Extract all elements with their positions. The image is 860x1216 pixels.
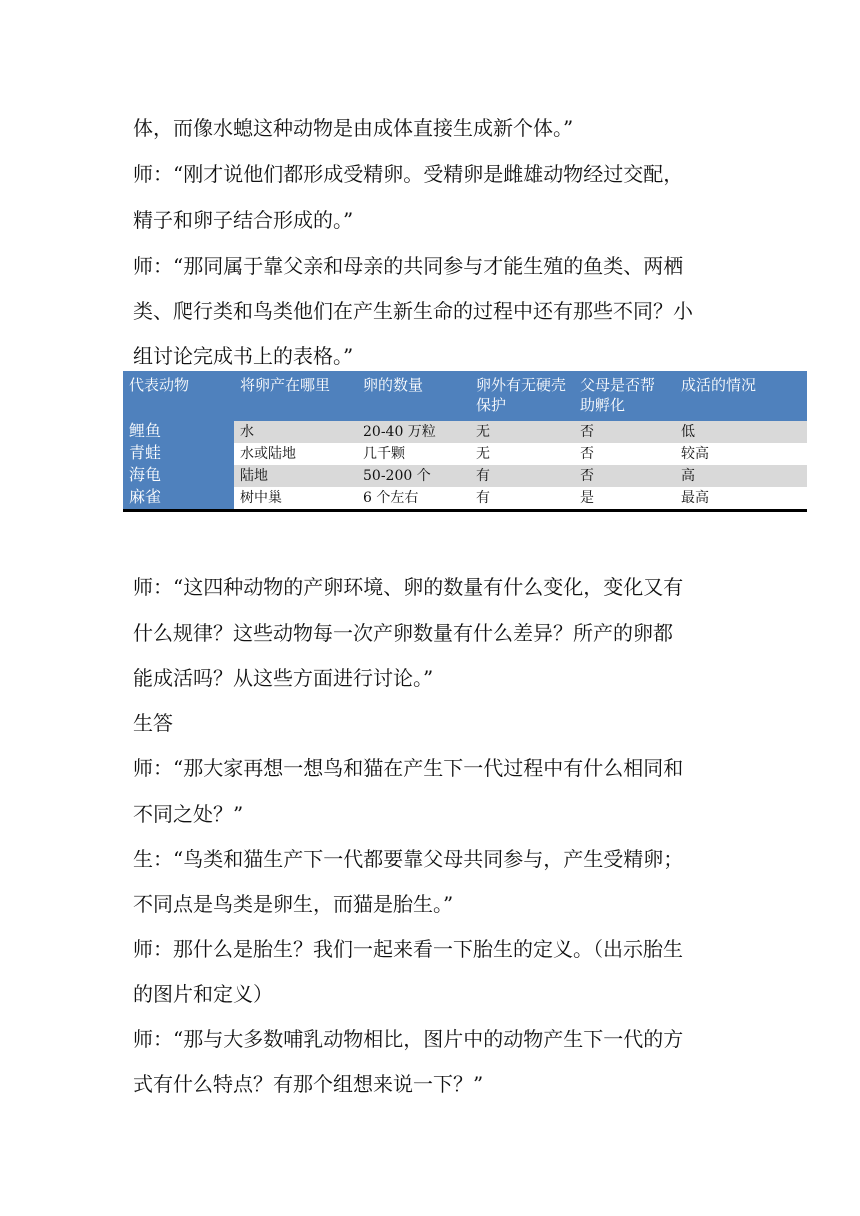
row-header: 鲤鱼 <box>123 421 234 443</box>
table-cell: 有 <box>470 487 574 511</box>
paragraph-line: 师：“这四种动物的产卵环境、卵的数量有什么变化，变化又有 <box>133 575 684 599</box>
table-cell: 水 <box>234 421 357 443</box>
paragraph-line: 不同之处？” <box>133 802 244 826</box>
table-cell: 否 <box>574 443 675 465</box>
table-cell: 较高 <box>675 443 807 465</box>
table-row <box>123 421 807 443</box>
paragraph-line: 生答 <box>133 711 173 735</box>
paragraph-line: 师：“那大家再想一想鸟和猫在产生下一代过程中有什么相同和 <box>133 756 684 780</box>
column-header: 成活的情况 <box>675 371 807 421</box>
table-cell: 否 <box>574 421 675 443</box>
table-cell: 无 <box>470 421 574 443</box>
table-cell: 陆地 <box>234 465 357 487</box>
paragraph-line: 师：“刚才说他们都形成受精卵。受精卵是雌雄动物经过交配， <box>133 162 684 186</box>
paragraph-line: 师：“那同属于靠父亲和母亲的共同参与才能生殖的鱼类、两栖 <box>133 254 684 278</box>
column-header: 卵的数量 <box>357 371 470 421</box>
paragraph-line: 体，而像水螅这种动物是由成体直接生成新个体。” <box>133 116 574 140</box>
row-header: 海龟 <box>123 465 234 487</box>
table-cell: 6 个左右 <box>357 487 470 511</box>
paragraph-line: 生：“鸟类和猫生产下一代都要靠父母共同参与，产生受精卵； <box>133 847 684 871</box>
row-header: 麻雀 <box>123 487 234 511</box>
row-header: 青蛙 <box>123 443 234 465</box>
paragraph-line: 不同点是鸟类是卵生，而猫是胎生。” <box>133 892 454 916</box>
animal-reproduction-table <box>123 371 807 512</box>
table-cell: 树中巢 <box>234 487 357 511</box>
table-cell: 是 <box>574 487 675 511</box>
column-header: 父母是否帮助孵化 <box>574 371 675 421</box>
table-cell: 否 <box>574 465 675 487</box>
paragraph-line: 师：“那与大多数哺乳动物相比，图片中的动物产生下一代的方 <box>133 1027 684 1051</box>
table-header-row <box>123 371 807 421</box>
table-cell: 高 <box>675 465 807 487</box>
table-cell: 20-40 万粒 <box>357 421 470 443</box>
table-cell: 低 <box>675 421 807 443</box>
table-cell: 有 <box>470 465 574 487</box>
column-header: 将卵产在哪里 <box>234 371 357 421</box>
column-header: 卵外有无硬壳保护 <box>470 371 574 421</box>
paragraph-line: 组讨论完成书上的表格。” <box>133 344 354 368</box>
paragraph-line: 师：那什么是胎生？我们一起来看一下胎生的定义。（出示胎生 <box>133 937 683 961</box>
table-row <box>123 487 807 511</box>
table-cell: 几千颗 <box>357 443 470 465</box>
table-cell: 水或陆地 <box>234 443 357 465</box>
paragraph-line: 的图片和定义） <box>133 982 273 1006</box>
paragraph-line: 能成活吗？从这些方面进行讨论。” <box>133 666 434 690</box>
column-header: 代表动物 <box>123 371 234 421</box>
paragraph-line: 类、爬行类和鸟类他们在产生新生命的过程中还有那些不同？小 <box>133 299 693 323</box>
table-cell: 无 <box>470 443 574 465</box>
table-cell: 50-200 个 <box>357 465 470 487</box>
table-row <box>123 443 807 465</box>
paragraph-line: 精子和卵子结合形成的。” <box>133 208 354 232</box>
table-row <box>123 465 807 487</box>
table-cell: 最高 <box>675 487 807 511</box>
paragraph-line: 什么规律？这些动物每一次产卵数量有什么差异？所产的卵都 <box>133 621 673 645</box>
paragraph-line: 式有什么特点？有那个组想来说一下？” <box>133 1072 484 1096</box>
